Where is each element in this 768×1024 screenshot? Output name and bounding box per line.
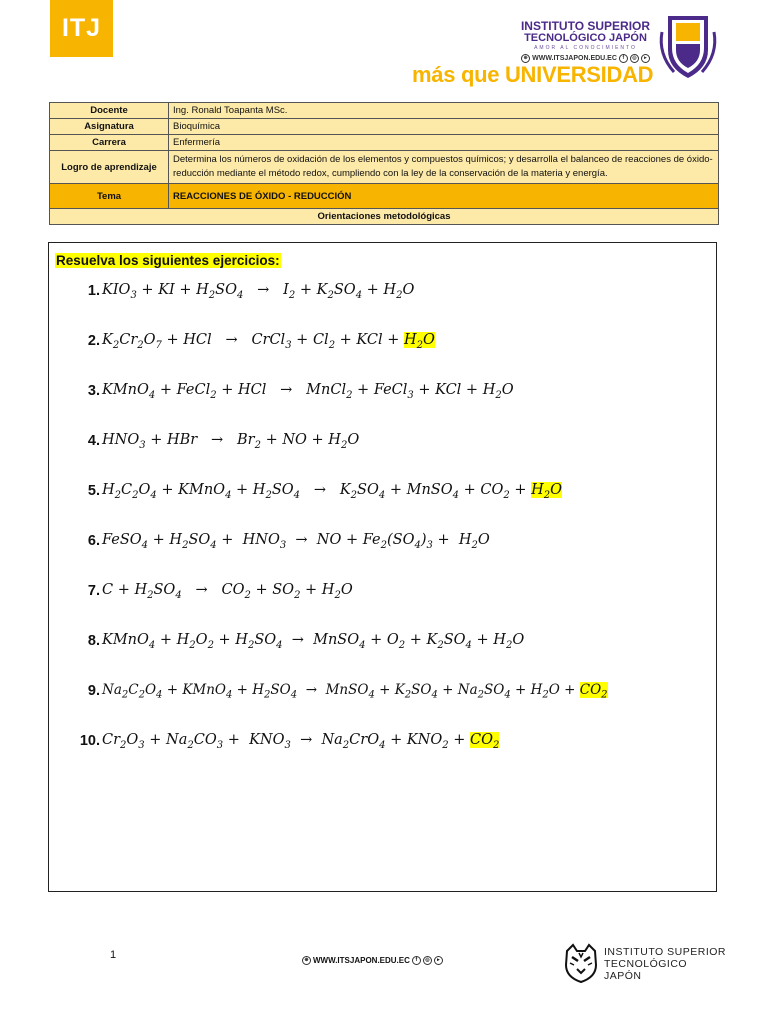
tagline: más que UNIVERSIDAD <box>412 62 654 87</box>
exercise-number: 5. <box>87 483 100 499</box>
institute-motto: AMOR AL CONOCIMIENTO <box>534 45 637 51</box>
globe-icon: ⊕ <box>521 54 530 63</box>
exercise-equation: $Na_2C_2O_4$ + KMnO$_4$ + $H_2SO_4$ → MnSO$_4$ + $K_2SO_4 + Na_2SO_4 + H_2O + CO_2$ <box>102 681 608 701</box>
exercise-item <box>74 330 435 352</box>
table-row <box>50 103 719 119</box>
exercise-item <box>74 430 359 452</box>
exercise-number: 1. <box>87 283 100 299</box>
exercise-equation: KMnO$_4$ + $H_2O_2 + H_2SO_4$ → MnSO$_4$ + $O_2 + K_2SO_4 + H_2O$ <box>102 631 525 651</box>
footer-institute-line2: TECNOLÓGICO <box>604 958 688 970</box>
row-label: Asignatura <box>50 119 169 135</box>
row-value: Bioquímica <box>169 119 719 135</box>
exercise-item <box>74 530 490 552</box>
row-label: Carrera <box>50 135 169 151</box>
footer-institute-name <box>604 946 726 982</box>
footer-website-text: WWW.ITSJAPON.EDU.EC <box>313 956 410 965</box>
exercise-equation: $Cr_2O_3 + Na_2CO_3 + KNO_3 \to Na_2CrO_4 + KNO_2 + CO_2$ <box>102 731 500 751</box>
exercise-number: 3. <box>87 383 100 399</box>
globe-icon: ⊕ <box>302 956 311 965</box>
facebook-icon[interactable]: f <box>619 54 628 63</box>
itj-logo-text: ITJ <box>61 14 102 42</box>
youtube-icon[interactable]: ▸ <box>641 54 650 63</box>
exercise-equation: $C + H_2SO_4 \to CO_2 + SO_2 + H_2O$ <box>102 581 353 601</box>
instagram-icon[interactable]: ◎ <box>423 956 432 965</box>
tema-label: Tema <box>50 184 169 209</box>
exercise-item <box>74 280 414 302</box>
footer-website[interactable] <box>302 956 443 965</box>
exercise-item <box>74 680 608 702</box>
exercise-number: 10. <box>79 733 100 749</box>
exercises-box <box>48 242 717 892</box>
header-website-text: WWW.ITSJAPON.EDU.EC <box>532 55 617 62</box>
row-value: Enfermería <box>169 135 719 151</box>
exercise-equation: $KIO_3$ + KI + $H_2SO_4 \to I_2 + K_2SO_4 + H_2O$ <box>102 281 415 301</box>
exercise-equation: $H_2C_2O_4$ + KMnO$_4$ + $H_2SO_4 \to K_2SO_4$ + MnSO$_4$ + $CO_2 + H_2O$ <box>102 481 563 501</box>
footer-institute-line3: JAPÓN <box>604 970 642 982</box>
exercise-item <box>74 630 524 652</box>
exercise-number: 4. <box>87 433 100 449</box>
exercise-number: 9. <box>87 683 100 699</box>
footer-institute-line1: INSTITUTO SUPERIOR <box>604 946 726 958</box>
tiger-logo-icon <box>562 943 600 983</box>
table-row <box>50 135 719 151</box>
tema-row <box>50 184 719 209</box>
page-number: 1 <box>110 949 117 961</box>
institute-name-line2: TECNOLÓGICO JAPÓN <box>524 32 647 44</box>
exercise-item <box>74 730 499 752</box>
youtube-icon[interactable]: ▸ <box>434 956 443 965</box>
institute-name-line1: INSTITUTO SUPERIOR <box>520 19 651 33</box>
institute-header <box>518 20 653 63</box>
exercise-number: 7. <box>87 583 100 599</box>
orientaciones-row <box>50 209 719 225</box>
row-label: Docente <box>50 103 169 119</box>
exercise-item <box>74 380 514 402</box>
course-info-table <box>49 102 719 225</box>
exercise-item <box>74 480 562 502</box>
shield-logo-icon <box>656 10 720 82</box>
exercise-number: 6. <box>87 533 100 549</box>
instagram-icon[interactable]: ◎ <box>630 54 639 63</box>
table-row <box>50 119 719 135</box>
exercise-equation: $K_2Cr_2O_7$ + HCl → CrCl$_3$ + $Cl_2$ + KCl + $H_2O$ <box>102 331 435 351</box>
itj-logo <box>50 0 113 57</box>
row-value: Determina los números de oxidación de los elementos y compuestos químicos; y desarrolla el balanceo de reacciones de óxido-reducción mediante el método redox, cumpliendo con la ley de la conservación de la materia y energía. <box>169 151 719 184</box>
row-value: Ing. Ronald Toapanta MSc. <box>169 103 719 119</box>
row-label: Logro de aprendizaje <box>50 151 169 184</box>
exercises-heading: Resuelva los siguientes ejercicios: <box>56 253 280 268</box>
exercise-number: 2. <box>87 333 100 349</box>
exercise-equation: $HNO_3$ + HBr → $Br_2$ + NO + $H_2O$ <box>102 431 360 451</box>
exercise-number: 8. <box>87 633 100 649</box>
exercise-equation: KMnO$_4$ + FeCl$_2$ + HCl → MnCl$_2$ + FeCl$_3$ + KCl + $H_2O$ <box>102 381 514 401</box>
orientaciones-title: Orientaciones metodológicas <box>50 209 719 225</box>
tema-value: REACCIONES DE ÓXIDO - REDUCCIÓN <box>169 184 719 209</box>
table-row <box>50 151 719 184</box>
exercise-equation: FeSO$_4$ + $H_2SO_4 + HNO_3$ → NO + $Fe_2(SO_4)_3 + H_2O$ <box>102 531 490 551</box>
exercise-item <box>74 580 353 602</box>
facebook-icon[interactable]: f <box>412 956 421 965</box>
